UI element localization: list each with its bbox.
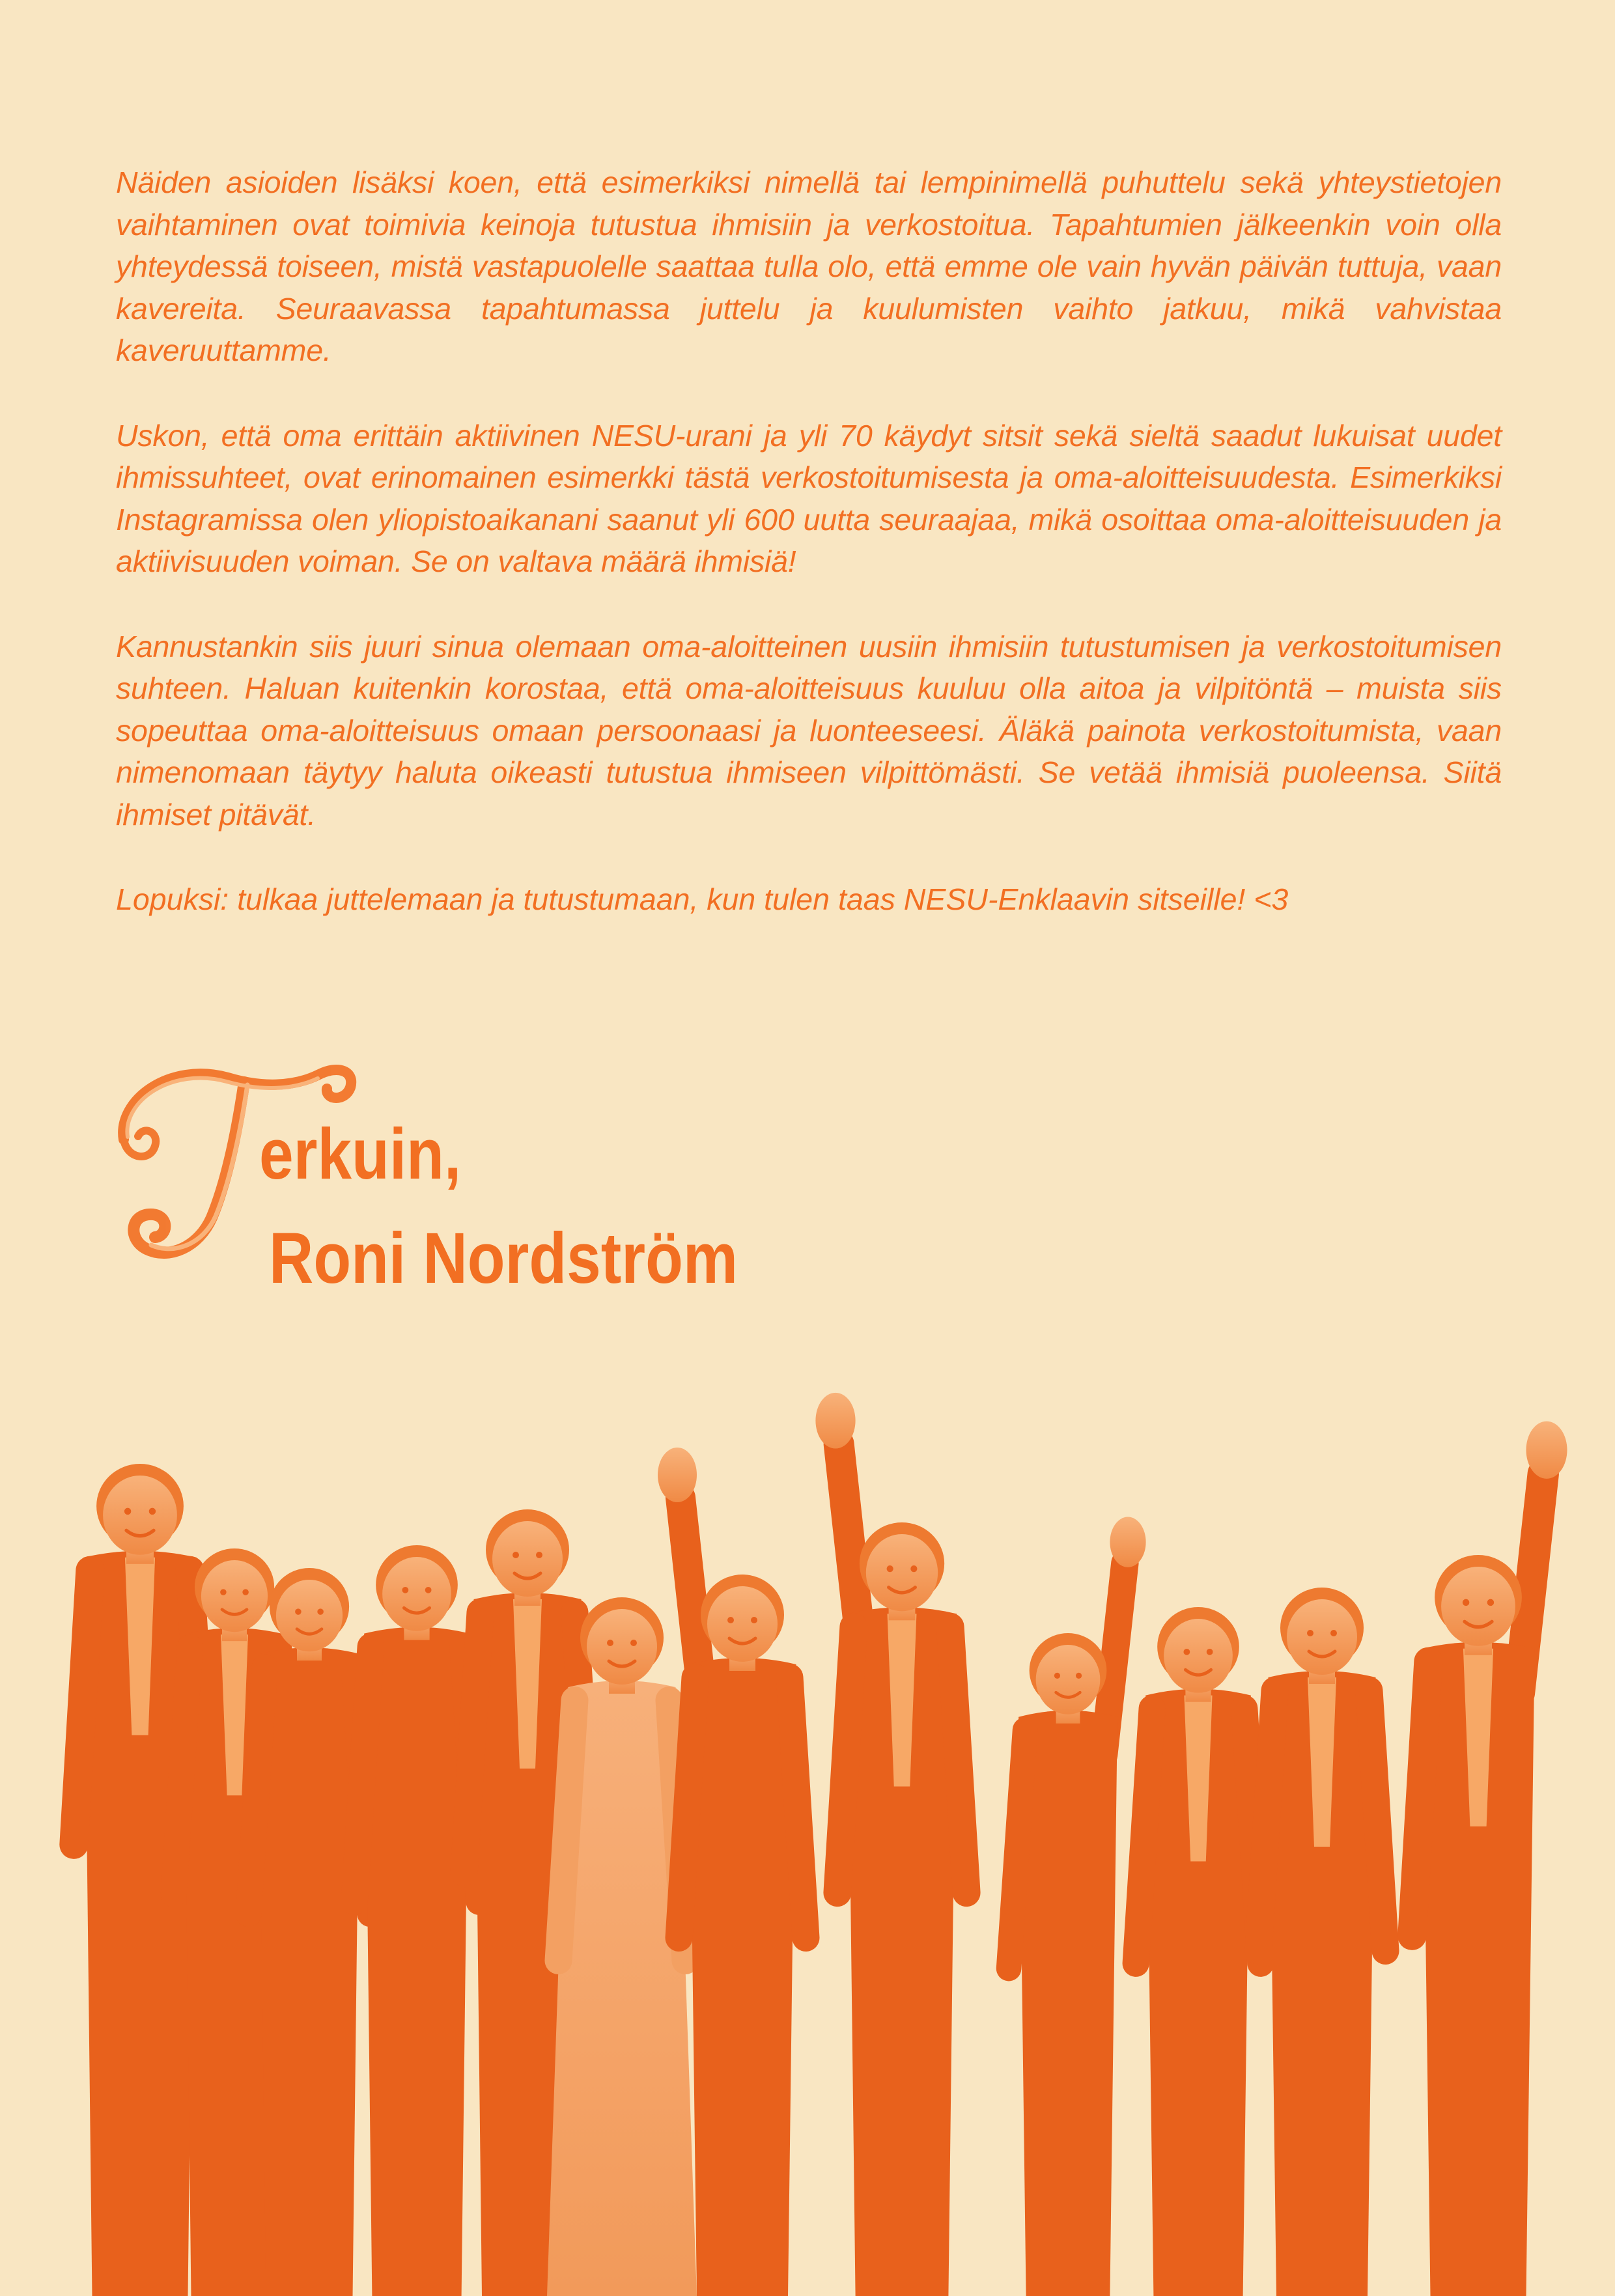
closing-line: Lopuksi: tulkaa juttelemaan ja tutustumaan, kun tulen taas NESU-Enklaavin sitseille! <3 (116, 882, 1289, 916)
person-figure (1009, 1517, 1146, 2296)
signature-greeting: erkuin, (259, 1114, 462, 1194)
article-body (116, 161, 1502, 921)
signature-block (98, 1042, 879, 1354)
group-photo (0, 1367, 1615, 2296)
person-figure (815, 1393, 966, 2296)
paragraph-1: Näiden asioiden lisäksi koen, että esimerkiksi nimellä tai lempinimellä puhuttelu sekä yhteystietojen vaihtaminen ovat toimivia keinoja tutustua ihmisiin ja verkostoitua. Tapahtumien jälkeenkin voin olla yhteydessä toiseen, mistä vastapuolelle saattaa tulla olo, että emme ole vain hyvän päivän tuttuja, vaan kavereita. Seuraavassa tapahtumassa juttelu ja kuulumisten vaihto jatkuu, mikä vahvistaa kaveruuttamme. (116, 165, 1502, 367)
signature-name: Roni Nordström (269, 1218, 738, 1298)
paragraph-2: Uskon, että oma erittäin aktiivinen NESU-urani ja yli 70 käydyt sitsit sekä sieltä saadut lukuisat uudet ihmissuhteet, ovat erinomainen esimerkki tästä verkostoitumisesta ja oma-aloitteisuudesta. Esimerkiksi Instagramissa olen yliopistoaikanani saanut yli 600 uutta seuraajaa, mikä osoittaa oma-aloitteisuuden ja aktiivisuuden voiman. Se on valtava määrä ihmisiä! (116, 418, 1502, 578)
person-figure (249, 1568, 371, 2296)
person-figure (1136, 1607, 1261, 2296)
person-figure (354, 1545, 479, 2296)
person-figure (1259, 1588, 1386, 2296)
person-figure (1412, 1421, 1567, 2296)
paragraph-3: Kannustankin siis juuri sinua olemaan oma-aloitteinen uusiin ihmisiin tutustumisen ja verkostoitumisen suhteen. Haluan kuitenkin korostaa, että oma-aloitteisuus kuuluu olla aitoa ja vilpitöntä – muista siis sopeuttaa oma-aloitteisuus omaan persoonaasi ja luonteeseesi. Äläkä painota verkostoitumista, vaan nimenomaan täytyy haluta oikeasti tutustua ihmiseen vilpittömästi. Se vetää ihmisiä puoleensa. Siitä ihmiset pitävät. (116, 629, 1502, 832)
